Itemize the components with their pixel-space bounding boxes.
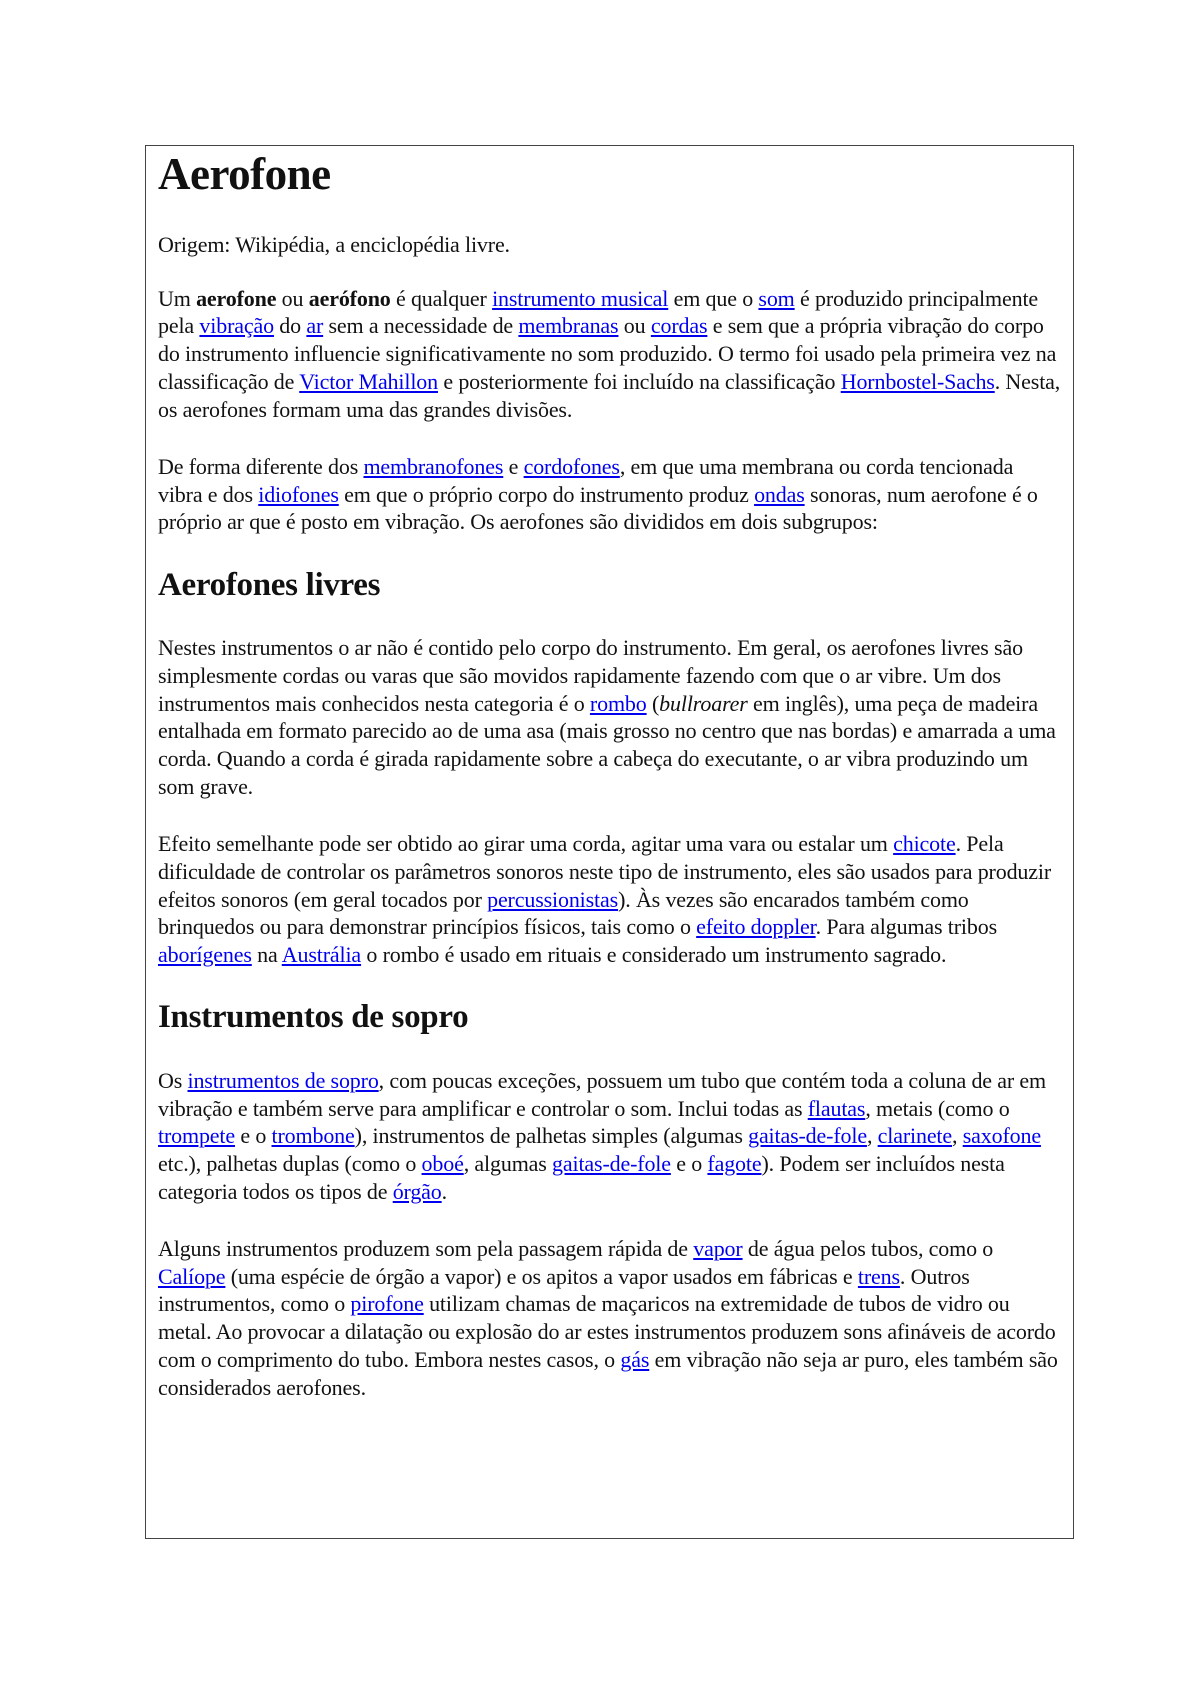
text-run: e posteriormente foi incluído na classificação: [438, 368, 841, 394]
link-gás[interactable]: gás: [620, 1346, 650, 1372]
text-run: do: [273, 313, 307, 339]
text-run: etc.), palhetas duplas (como o: [158, 1150, 422, 1176]
page-title: Aerofone: [158, 149, 331, 199]
link-trompete[interactable]: trompete: [158, 1123, 235, 1149]
link-hornbostel-sachs[interactable]: Hornbostel-Sachs: [840, 368, 995, 394]
text-run: De forma diferente dos: [158, 453, 364, 479]
intro-paragraph-1: [158, 285, 1061, 424]
sopro-paragraph-1: [158, 1067, 1061, 1206]
link-percussionistas[interactable]: percussionistas: [487, 886, 619, 912]
text-run: em que o próprio corpo do instrumento produz: [338, 481, 755, 507]
text-run: , em que uma membrana ou corda tencionada vibra e dos: [158, 453, 1014, 507]
text-run: ou: [618, 313, 651, 339]
text-run: ou: [276, 285, 309, 311]
text-run: (uma espécie de órgão a vapor) e os apitos a vapor usados em fábricas e: [225, 1263, 858, 1289]
bold-term: aerófono: [308, 285, 391, 311]
text-run: de água pelos tubos, como o: [742, 1236, 994, 1262]
link-victor-mahillon[interactable]: Victor Mahillon: [299, 368, 438, 394]
text-run: ), instrumentos de palhetas simples (algumas: [354, 1123, 749, 1149]
text-run: ,: [866, 1123, 878, 1149]
sopro-paragraph-2: [158, 1235, 1061, 1401]
link-aborígenes[interactable]: aborígenes: [158, 941, 252, 967]
text-run: ). Podem ser incluídos nesta categoria todos os tipos de: [158, 1150, 1005, 1204]
heading-instrumentos-de-sopro: Instrumentos de sopro: [158, 999, 469, 1036]
link-instrumento-musical[interactable]: instrumento musical: [492, 285, 669, 311]
link-vibração[interactable]: vibração: [199, 313, 274, 339]
text-run: sem a necessidade de: [323, 313, 519, 339]
text-run: . Nesta, os aerofones formam uma das grandes divisões.: [158, 368, 1061, 422]
link-gaitas-de-fole[interactable]: gaitas-de-fole: [552, 1150, 671, 1176]
link-som[interactable]: som: [758, 285, 795, 311]
text-run: o rombo é usado em rituais e considerado um instrumento sagrado.: [361, 941, 947, 967]
link-trombone[interactable]: trombone: [271, 1123, 355, 1149]
text-run: é produzido principalmente pela: [158, 285, 1039, 339]
link-pirofone[interactable]: pirofone: [350, 1291, 424, 1317]
link-austrália[interactable]: Austrália: [281, 941, 362, 967]
text-run: . Pela dificuldade de controlar os parâmetros sonoros neste tipo de instrumento, eles são usados para produzir efeitos sonoros (em geral tocados por: [158, 831, 1052, 912]
livres-paragraph-1: [158, 634, 1061, 800]
origin-note: Origem: Wikipédia, a enciclopédia livre.: [158, 232, 510, 257]
link-vapor[interactable]: vapor: [693, 1236, 743, 1262]
text-run: . Para algumas tribos: [815, 914, 998, 940]
text-run: ,: [952, 1123, 963, 1149]
link-clarinete[interactable]: clarinete: [877, 1123, 953, 1149]
text-run: .: [441, 1178, 448, 1204]
text-run: utilizam chamas de maçaricos na extremidade de tubos de vidro ou metal. Ao provocar a dilatação ou explosão do ar estes instrumentos produzem sons afináveis de acordo com o comprimento do tubo. Embora nestes casos, o: [158, 1291, 1056, 1372]
text-run: Os: [158, 1067, 188, 1093]
text-run: em vibração não seja ar puro, eles também são considerados aerofones.: [158, 1346, 1058, 1400]
link-saxofone[interactable]: saxofone: [962, 1123, 1041, 1149]
text-run: , metais (como o: [865, 1095, 1010, 1121]
text-run: e o: [235, 1123, 272, 1149]
text-run: e sem que a própria vibração do corpo do instrumento influencie significativamente no som produzido. O termo foi usado pela primeira vez na classificação de: [158, 313, 1057, 394]
link-ar[interactable]: ar: [306, 313, 324, 339]
text-run: em que o: [668, 285, 759, 311]
link-flautas[interactable]: flautas: [807, 1095, 866, 1121]
link-efeito-doppler[interactable]: efeito doppler: [696, 914, 816, 940]
link-órgão[interactable]: órgão: [392, 1178, 442, 1204]
bold-term: aerofone: [196, 285, 277, 311]
link-idiofones[interactable]: idiofones: [258, 481, 339, 507]
italic-term: bullroarer: [659, 690, 748, 716]
text-run: sonoras, num aerofone é o próprio ar que é posto em vibração. Os aerofones são divididos em dois subgrupos:: [158, 481, 1038, 535]
text-run: Um: [158, 285, 197, 311]
link-cordofones[interactable]: cordofones: [523, 453, 620, 479]
link-gaitas-de-fole[interactable]: gaitas-de-fole: [748, 1123, 867, 1149]
link-trens[interactable]: trens: [857, 1263, 900, 1289]
text-run: Alguns instrumentos produzem som pela passagem rápida de: [158, 1236, 694, 1262]
text-run: . Outros instrumentos, como o: [158, 1263, 970, 1317]
text-run: é qualquer: [390, 285, 493, 311]
text-run: em inglês), uma peça de madeira entalhada em formato parecido ao de uma asa (mais grosso no centro que nas bordas) e amarrada a uma corda. Quando a corda é girada rapidamente sobre a cabeça do executante, o ar vibra produzindo um som grave.: [158, 690, 1056, 799]
text-run: Efeito semelhante pode ser obtido ao girar uma corda, agitar uma vara ou estalar um: [158, 831, 894, 857]
text-run: , com poucas exceções, possuem um tubo que contém toda a coluna de ar em vibração e também serve para amplificar e controlar o som. Inclui todas as: [158, 1067, 1046, 1121]
text-run: (: [646, 690, 660, 716]
text-run: e o: [670, 1150, 708, 1176]
text-run: , algumas: [463, 1150, 553, 1176]
link-oboé[interactable]: oboé: [421, 1150, 464, 1176]
text-run: na: [251, 941, 282, 967]
intro-paragraph-2: [158, 453, 1061, 536]
link-fagote[interactable]: fagote: [707, 1150, 762, 1176]
link-rombo[interactable]: rombo: [589, 690, 647, 716]
link-ondas[interactable]: ondas: [754, 481, 805, 507]
link-membranas[interactable]: membranas: [518, 313, 619, 339]
link-calíope[interactable]: Calíope: [158, 1263, 226, 1289]
article-frame: [145, 145, 1074, 1539]
link-membranofones[interactable]: membranofones: [363, 453, 504, 479]
text-run: Nestes instrumentos o ar não é contido pelo corpo do instrumento. Em geral, os aerofones livres são simplesmente cordas ou varas que são movidos rapidamente fazendo com que o ar vibre. Um dos instrumentos mais conhecidos nesta categoria é o: [158, 635, 1023, 716]
link-cordas[interactable]: cordas: [650, 313, 708, 339]
link-chicote[interactable]: chicote: [893, 831, 956, 857]
heading-aerofones-livres: Aerofones livres: [158, 566, 381, 603]
livres-paragraph-2: [158, 830, 1061, 969]
link-instrumentos-de-sopro[interactable]: instrumentos de sopro: [187, 1067, 379, 1093]
text-run: e: [503, 453, 524, 479]
text-run: ). Às vezes são encarados também como brinquedos ou para demonstrar princípios físicos, tais como o: [158, 886, 969, 940]
